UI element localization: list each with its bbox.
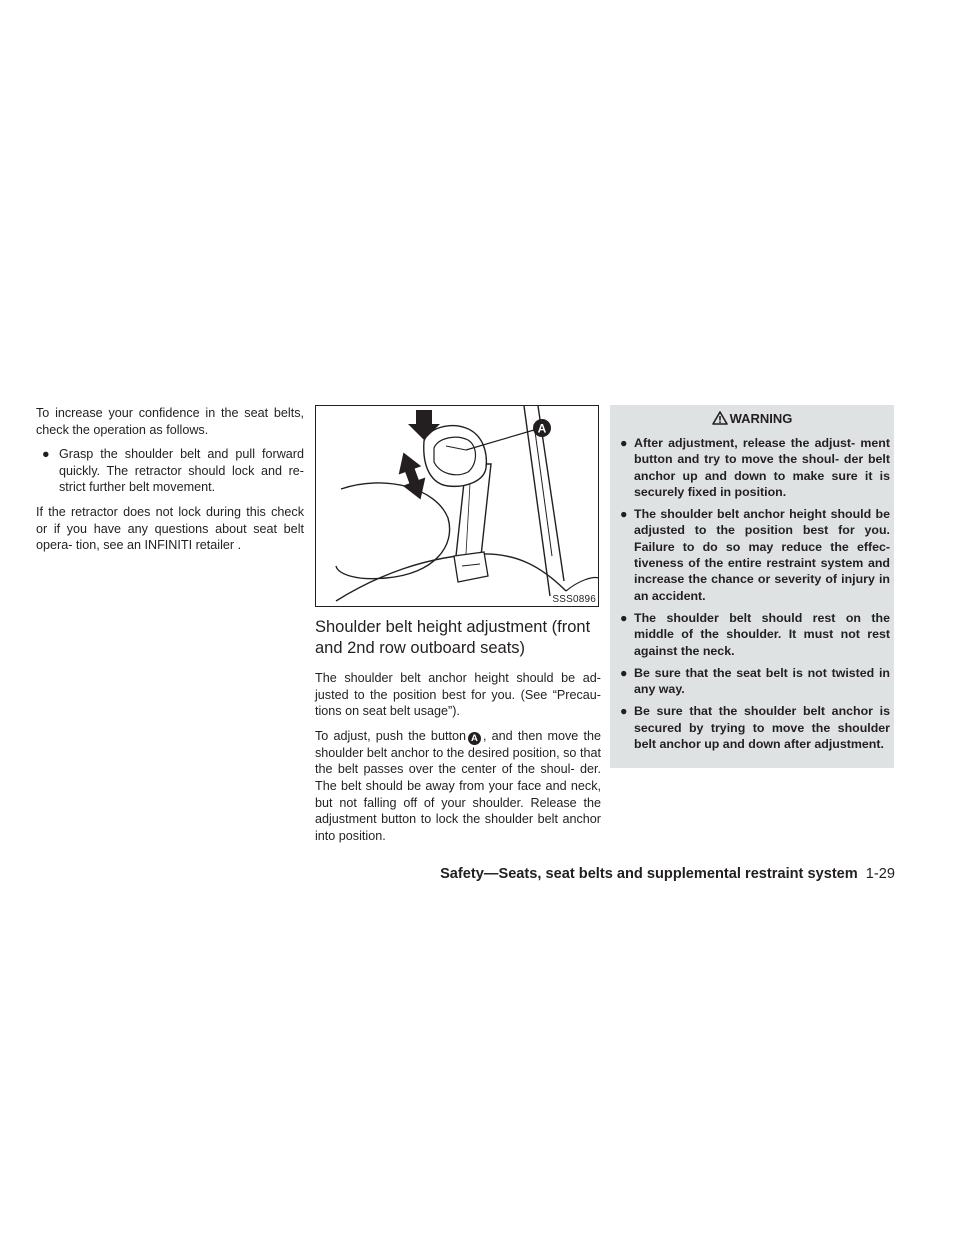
bullet-text: Grasp the shoulder belt and pull forward quickly. The retractor should lock and re- strict further belt movement. bbox=[59, 447, 304, 495]
page-number: 1-29 bbox=[865, 866, 895, 882]
left-column bbox=[36, 405, 304, 562]
warning-item-text: The shoulder belt should rest on the middle of the shoulder. It must not rest against the neck. bbox=[634, 610, 890, 658]
bullet-mark: ● bbox=[620, 436, 628, 450]
footer-section-title: Safety—Seats, seat belts and supplemental restraint system bbox=[440, 866, 858, 882]
middle-column bbox=[315, 405, 601, 852]
section-paragraph-2 bbox=[315, 728, 601, 845]
belt-anchor-drawing bbox=[316, 406, 599, 607]
bullet-mark: ● bbox=[42, 447, 50, 462]
retailer-paragraph: If the retractor does not lock during this check or if you have any questions about seat belt opera- tion, see an INFINITI retailer . bbox=[36, 504, 304, 553]
warning-item bbox=[610, 610, 894, 659]
warning-item bbox=[610, 506, 894, 604]
bullet-mark: ● bbox=[620, 665, 628, 680]
warning-item bbox=[610, 703, 894, 752]
figure-code: SSS0896 bbox=[552, 594, 596, 605]
section-paragraph-1: The shoulder belt anchor height should be ad- justed to the position best for you. (See “Precau- tions on seat belt usage”). bbox=[315, 671, 601, 719]
bullet-mark: ● bbox=[620, 610, 628, 625]
section-heading: Shoulder belt height adjustment (front and 2nd row outboard seats) bbox=[315, 618, 591, 657]
intro-paragraph: To increase your confidence in the seat belts, check the operation as follows. bbox=[36, 406, 304, 437]
shoulder-belt-illustration bbox=[315, 405, 599, 607]
para2-rest: , and then move the shoulder belt anchor to the desired position, so that the belt passes over the center of the shoul- der. The belt should be away from your face and neck, but not falling off of your shoulder. Release the adjustment button to lock the shoulder belt anchor into position. bbox=[315, 728, 601, 843]
bullet-mark: ● bbox=[620, 507, 628, 522]
right-column bbox=[610, 405, 894, 768]
bullet-mark: ● bbox=[620, 704, 628, 719]
list-item bbox=[36, 446, 304, 496]
warning-item-text: Be sure that the seat belt is not twisted in any way. bbox=[634, 665, 890, 697]
warning-item-text: Be sure that the shoulder belt anchor is secured by trying to move the shoulder belt anchor up and down after adjustment. bbox=[634, 704, 890, 752]
warning-triangle-icon bbox=[712, 411, 728, 425]
para2-lead: To adjust, push the button bbox=[315, 728, 466, 743]
warning-box bbox=[610, 405, 894, 768]
warning-title-text: WARNING bbox=[729, 411, 793, 426]
callout-a-icon: A bbox=[468, 732, 481, 745]
warning-item-text: The shoulder belt anchor height should be adjusted to the position best for you. Failure to do so may reduce the effec- tiveness of the entire restraint system and increase the chance or severity of injury in an accident. bbox=[634, 507, 890, 603]
page-footer bbox=[0, 866, 895, 882]
warning-item bbox=[610, 435, 894, 500]
warning-item bbox=[610, 665, 894, 698]
warning-item-text: After adjustment, release the adjust- ment button and try to move the shoul- der belt anchor up and down to make sure it is securely fixed in position. bbox=[634, 436, 890, 499]
warning-title bbox=[610, 411, 894, 427]
figure-callout: A bbox=[537, 421, 547, 436]
